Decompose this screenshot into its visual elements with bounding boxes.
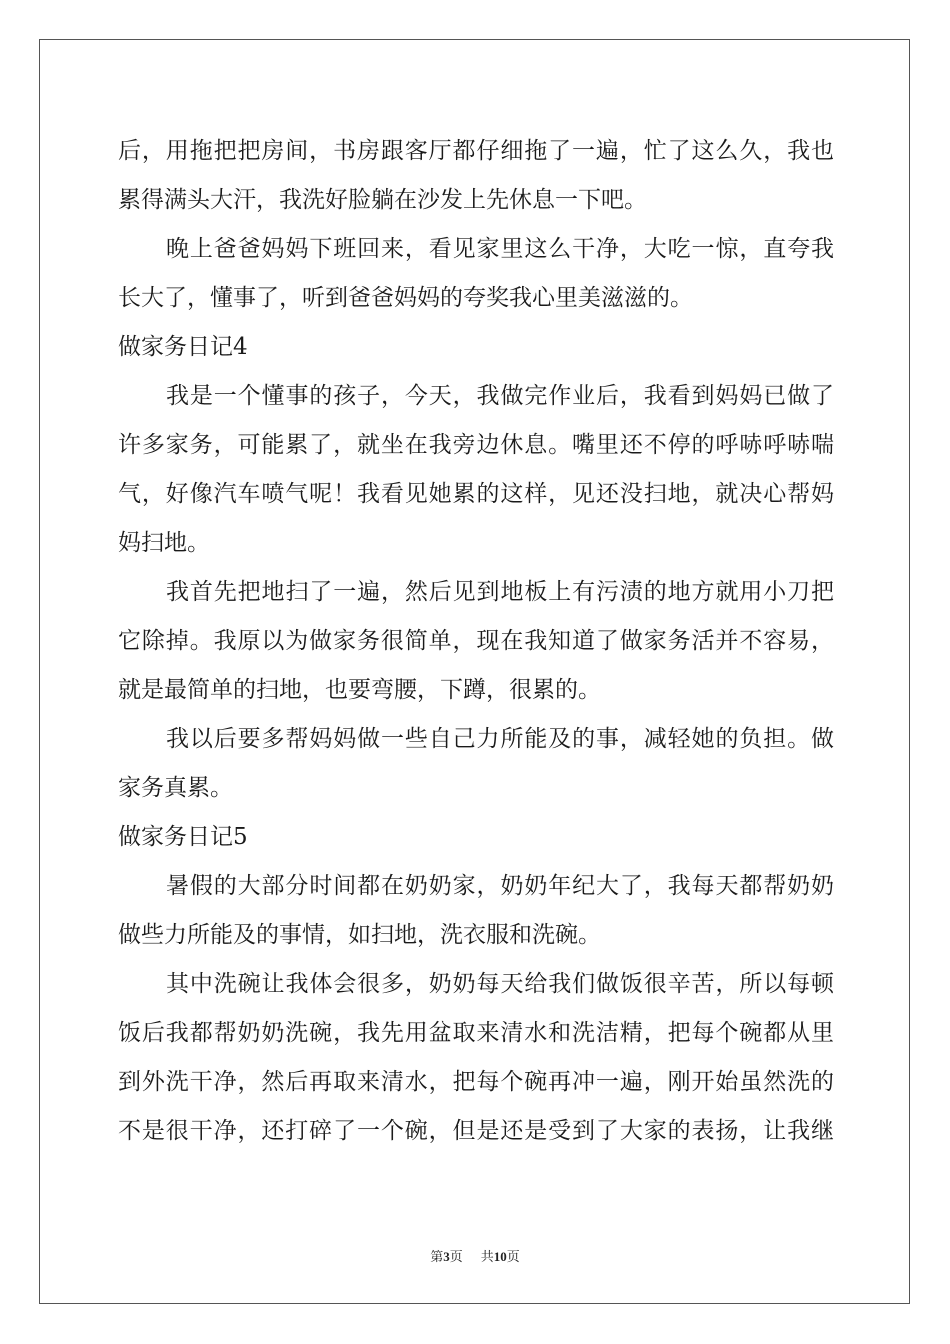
page-current: 3 [443,1249,450,1264]
page-prefix: 第 [430,1249,444,1264]
paragraph-line: 暑假的大部分时间都在奶奶家，奶奶年纪大了，我每天都帮奶奶 [166,873,834,899]
paragraph-line: 它除掉。我原以为做家务很简单，现在我知道了做家务活并不容易， [118,628,834,654]
paragraph-line: 晚上爸爸妈妈下班回来，看见家里这么干净，大吃一惊，直夸我 [166,236,834,262]
paragraph-line: 到外洗干净，然后再取来清水，把每个碗再冲一遍，刚开始虽然洗的 [118,1069,834,1095]
page-unit: 页 [449,1249,463,1264]
paragraph-line: 就是最简单的扫地，也要弯腰，下蹲，很累的。 [118,677,601,703]
paragraph-line: 我是一个懂事的孩子，今天，我做完作业后，我看到妈妈已做了 [166,383,834,409]
paragraph-line: 妈扫地。 [118,530,210,556]
page-total: 10 [493,1249,507,1264]
paragraph-line: 不是很干净，还打碎了一个碗，但是还是受到了大家的表扬，让我继 [118,1118,834,1144]
total-unit: 页 [506,1249,520,1264]
section-heading: 做家务日记4 [118,334,248,360]
page-footer [0,1246,950,1265]
paragraph-line: 其中洗碗让我体会很多，奶奶每天给我们做饭很辛苦，所以每顿 [166,971,834,997]
paragraph-line: 做些力所能及的事情，如扫地，洗衣服和洗碗。 [118,922,601,948]
paragraph-line: 我以后要多帮妈妈做一些自己力所能及的事，减轻她的负担。做 [166,726,834,752]
paragraph-line: 家务真累。 [118,775,233,801]
paragraph-line: 饭后我都帮奶奶洗碗，我先用盆取来清水和洗洁精，把每个碗都从里 [118,1020,834,1046]
section-heading: 做家务日记5 [118,824,248,850]
paragraph-line: 气，好像汽车喷气呢！我看见她累的这样，见还没扫地，就决心帮妈 [118,481,834,507]
paragraph-line: 我首先把地扫了一遍，然后见到地板上有污渍的地方就用小刀把 [166,579,834,605]
paragraph-line: 长大了，懂事了，听到爸爸妈妈的夸奖我心里美滋滋的。 [118,285,693,311]
document-body [118,127,834,1156]
total-prefix: 共 [480,1249,494,1264]
paragraph-line: 后，用拖把把房间，书房跟客厅都仔细拖了一遍，忙了这么久，我也 [118,138,834,164]
paragraph-line: 累得满头大汗，我洗好脸躺在沙发上先休息一下吧。 [118,187,647,213]
paragraph-line: 许多家务，可能累了，就坐在我旁边休息。嘴里还不停的呼哧呼哧喘 [118,432,834,458]
